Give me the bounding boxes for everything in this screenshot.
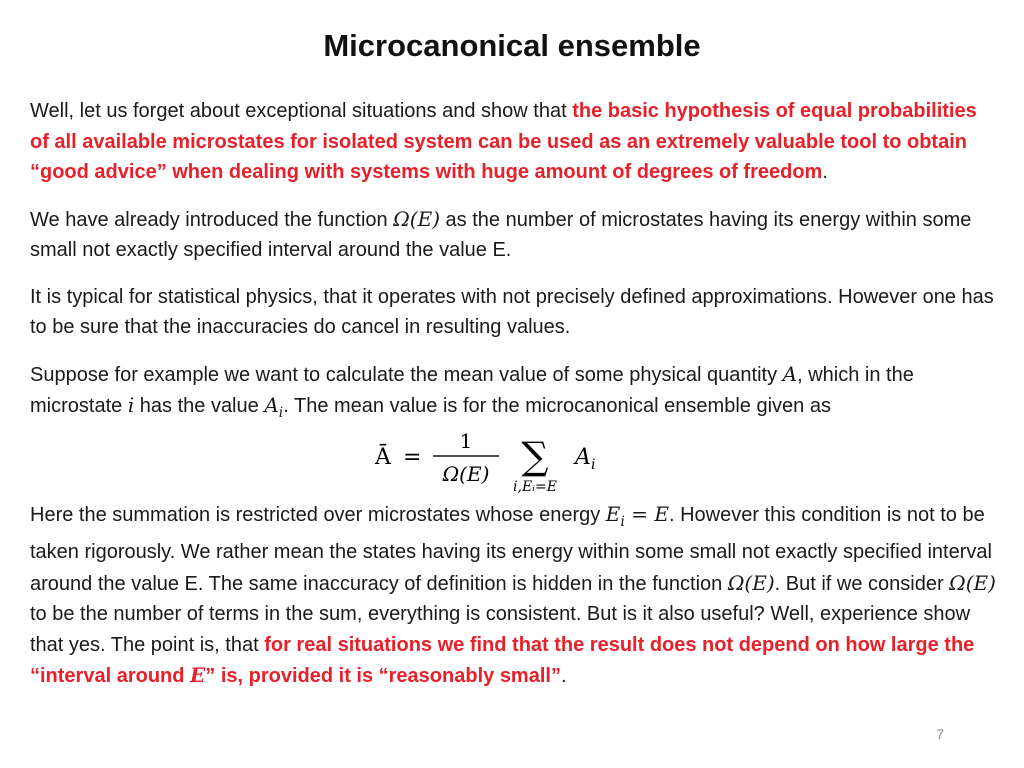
math-A: A bbox=[782, 361, 798, 386]
slide-body bbox=[30, 96, 1000, 708]
paragraph-text: as the number of microstates having its energy within some small not exactly specified interval around the value E. bbox=[30, 208, 972, 261]
paragraph-mean-value bbox=[30, 359, 1000, 429]
sum-sign: ∑ bbox=[521, 433, 549, 478]
formula-denominator: Ω(E) bbox=[442, 461, 490, 486]
page-number: 7 bbox=[936, 726, 944, 742]
math-base: A bbox=[264, 393, 279, 417]
math-Ei bbox=[605, 501, 625, 530]
paragraph-omega-definition bbox=[30, 204, 1000, 266]
math-E: E bbox=[654, 501, 669, 526]
math-omega: Ω(E) bbox=[727, 570, 775, 595]
math-omega: Ω(E) bbox=[949, 570, 996, 595]
paragraph-text: . The mean value is for the microcanonical ensemble given as bbox=[283, 395, 831, 417]
paragraph-text: has the value bbox=[134, 395, 265, 417]
paragraph-text: . However this condition is not to be taken rigorously. We rather mean the states having its energy within some small not exactly specified interval around the value E. The same inaccuracy of definition is hidden in the function bbox=[30, 503, 992, 595]
highlighted-math-E: E bbox=[190, 663, 206, 687]
slide-title: Microcanonical ensemble bbox=[323, 28, 701, 63]
sum-lower-limit: i,Eᵢ=E bbox=[513, 478, 557, 495]
math-base: E bbox=[605, 501, 621, 526]
formula-graphic bbox=[375, 423, 645, 497]
paragraph-text: Suppose for example we want to calculate the mean value of some physical quantity bbox=[30, 363, 783, 386]
formula-equals: = bbox=[403, 444, 422, 470]
formula-term-subscript: i bbox=[591, 456, 596, 473]
highlighted-text: for real situations we find that the result does not depend on how large the “interval around bbox=[30, 633, 975, 687]
mean-value-formula bbox=[30, 423, 1000, 497]
paragraph-text: . bbox=[560, 665, 567, 687]
paragraph-text: Well, let us forget about exceptional situations and show that bbox=[30, 100, 573, 122]
paragraph-text: , which in the microstate bbox=[30, 363, 914, 417]
math-omega: Ω(E) bbox=[393, 206, 440, 231]
math-subscript: i bbox=[620, 513, 625, 530]
paragraph-hypothesis bbox=[30, 96, 1000, 188]
paragraph-approximations bbox=[30, 282, 1000, 343]
math-Ai bbox=[264, 393, 284, 421]
highlighted-text: ” is, provided it is “reasonably small” bbox=[205, 665, 561, 687]
paragraph-summation bbox=[30, 499, 1000, 692]
paragraph-text: . But if we consider bbox=[774, 572, 950, 595]
paragraph-text: to be the number of terms in the sum, everything is consistent. But is it also useful? Well, experience show that yes. The point is, that bbox=[30, 603, 971, 656]
math-subscript: i bbox=[278, 405, 284, 421]
paragraph-text: We have already introduced the function bbox=[30, 208, 394, 231]
formula-term: A bbox=[575, 444, 591, 470]
paragraph-text: Here the summation is restricted over microstates whose energy bbox=[30, 503, 606, 526]
formula-numerator: 1 bbox=[459, 428, 473, 453]
formula-lhs: Ā bbox=[375, 444, 391, 470]
highlighted-text: the basic hypothesis of equal probabilities of all available microstates for isolated system can be used as an extremely valuable tool to obtain “good advice” when dealing with systems with huge amount of degrees of freedom bbox=[30, 100, 977, 183]
paragraph-text: It is typical for statistical physics, that it operates with not precisely defined approximations. However one has to be sure that the inaccuracies do cancel in resulting values. bbox=[30, 285, 994, 338]
paragraph-text: . bbox=[822, 161, 828, 183]
math-equals: = bbox=[624, 501, 655, 526]
math-i: i bbox=[127, 393, 135, 417]
